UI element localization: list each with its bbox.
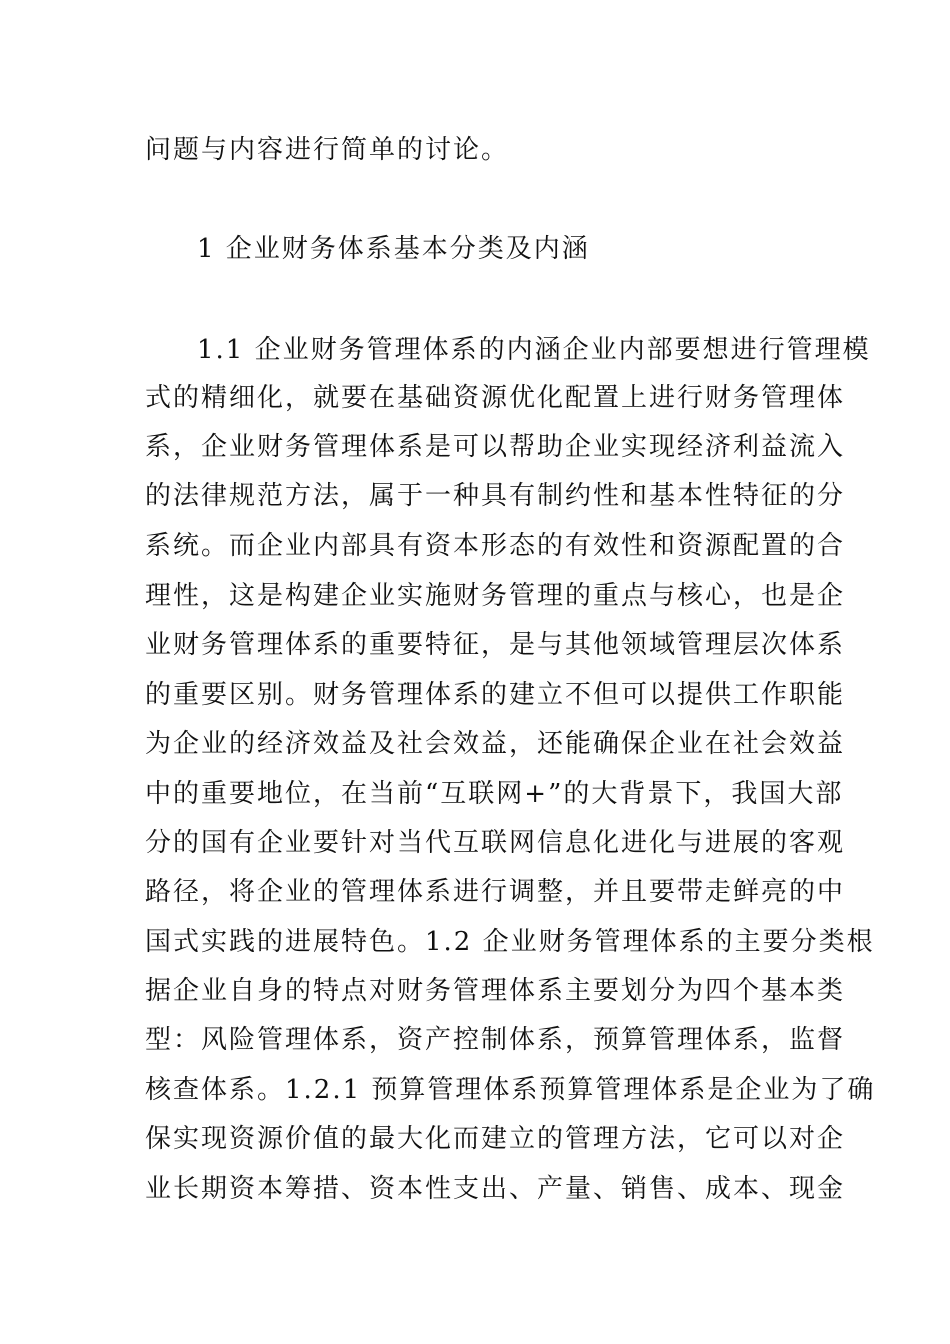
paragraph-line: 系，企业财务管理体系是可以帮助企业实现经济利益流入 bbox=[145, 432, 846, 462]
document-body bbox=[145, 0, 876, 1344]
intro-tail-line: 问题与内容进行简单的讨论。 bbox=[145, 135, 510, 165]
paragraph-line: 业财务管理体系的重要特征，是与其他领域管理层次体系 bbox=[145, 630, 846, 660]
paragraph-line: 型：风险管理体系，资产控制体系，预算管理体系，监督 bbox=[145, 1025, 846, 1055]
paragraph-line: 式的精细化，就要在基础资源优化配置上进行财务管理体 bbox=[145, 383, 846, 413]
paragraph-line: 为企业的经济效益及社会效益，还能确保企业在社会效益 bbox=[145, 729, 846, 759]
paragraph-line: 保实现资源价值的最大化而建立的管理方法，它可以对企 bbox=[145, 1124, 846, 1154]
paragraph-line: 路径，将企业的管理体系进行调整，并且要带走鲜亮的中 bbox=[145, 877, 846, 907]
paragraph-line: 核查体系。1.2.1 预算管理体系预算管理体系是企业为了确 bbox=[145, 1075, 876, 1105]
paragraph-line: 1.1 企业财务管理体系的内涵企业内部要想进行管理模 bbox=[197, 335, 871, 365]
paragraph-line: 国式实践的进展特色。1.2 企业财务管理体系的主要分类根 bbox=[145, 927, 875, 957]
section-heading: 1 企业财务体系基本分类及内涵 bbox=[197, 234, 590, 264]
paragraph-line: 据企业自身的特点对财务管理体系主要划分为四个基本类 bbox=[145, 976, 846, 1006]
paragraph-line: 的重要区别。财务管理体系的建立不但可以提供工作职能 bbox=[145, 680, 846, 710]
paragraph-line: 的法律规范方法，属于一种具有制约性和基本性特征的分 bbox=[145, 481, 846, 511]
paragraph-line: 理性，这是构建企业实施财务管理的重点与核心，也是企 bbox=[145, 581, 846, 611]
paragraph-line: 中的重要地位，在当前“互联网+”的大背景下，我国大部 bbox=[145, 779, 844, 809]
paragraph-line: 业长期资本筹措、资本性支出、产量、销售、成本、现金 bbox=[145, 1174, 846, 1204]
paragraph-line: 系统。而企业内部具有资本形态的有效性和资源配置的合 bbox=[145, 531, 846, 561]
paragraph-line: 分的国有企业要针对当代互联网信息化进化与进展的客观 bbox=[145, 828, 846, 858]
